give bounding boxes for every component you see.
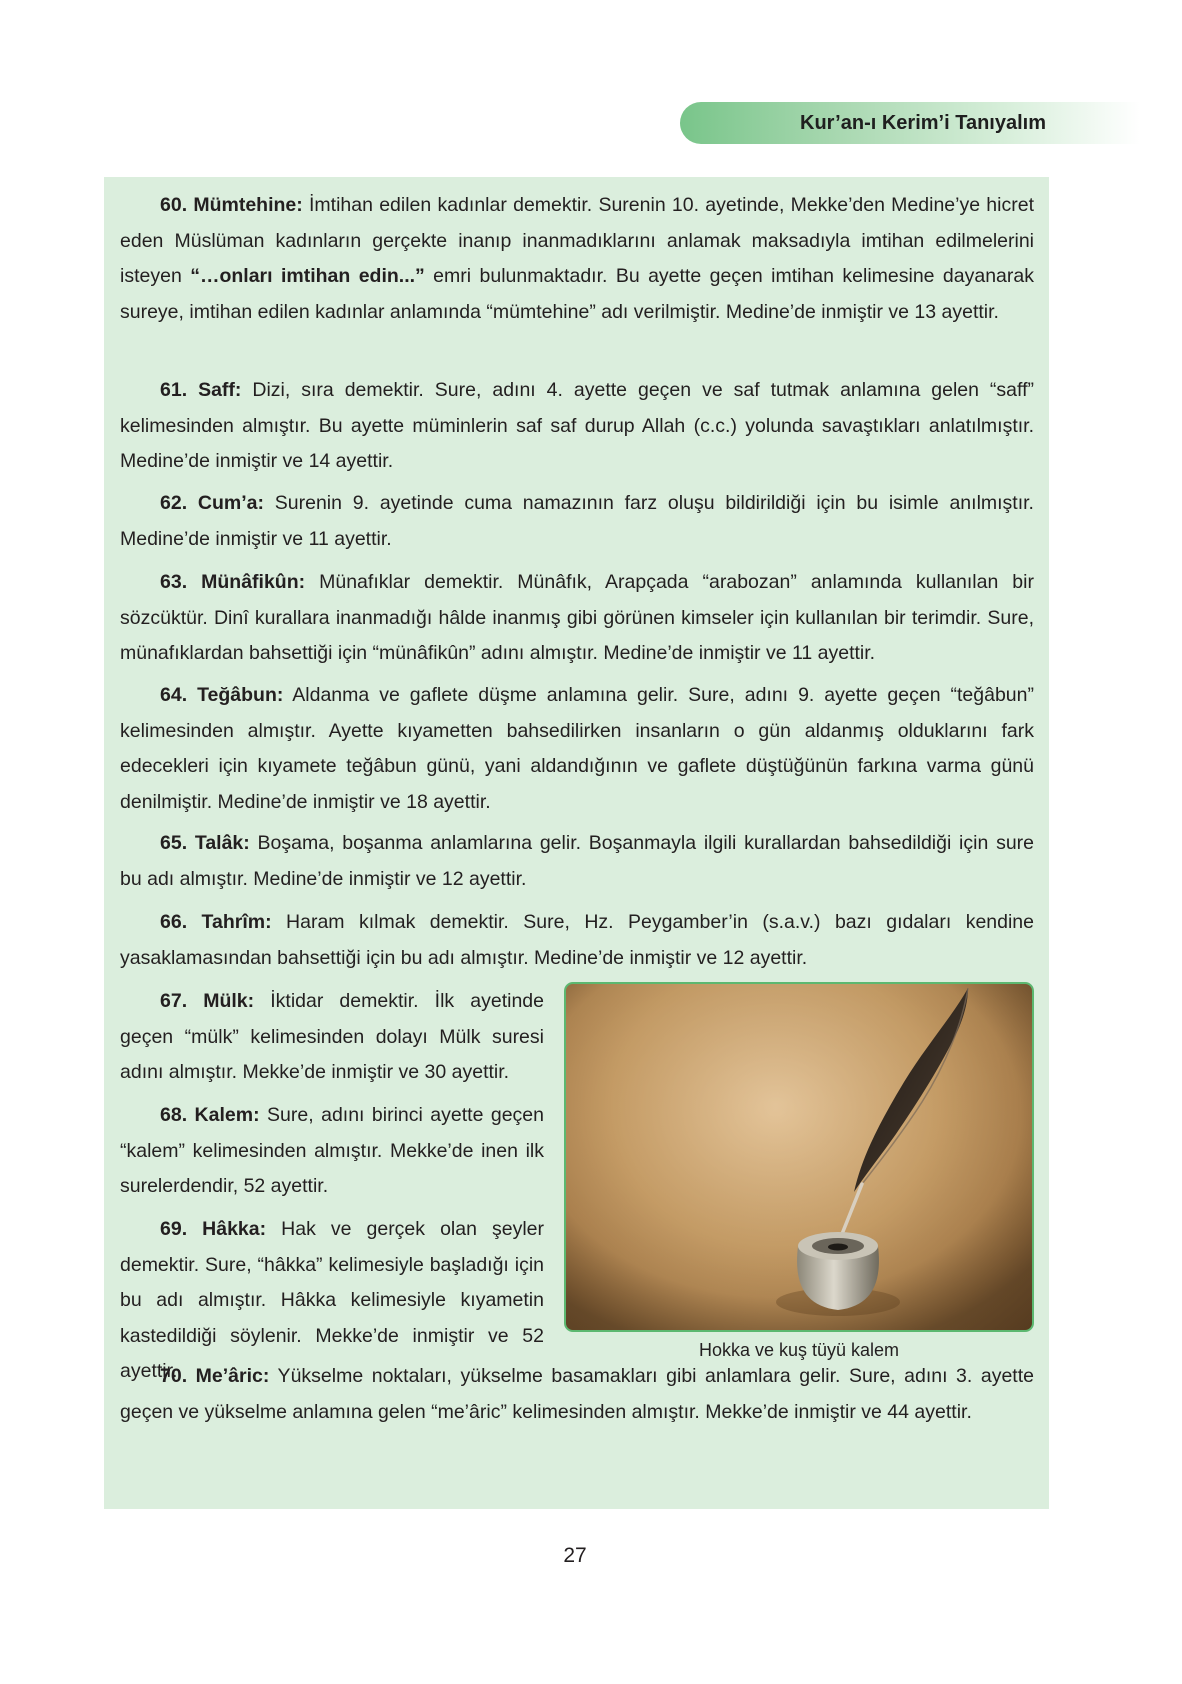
entry-text: Surenin 9. ayetinde cuma namazının farz oluşu bildirildiği için bu isimle anılmıştır. Medine’de inmiştir ve 11 ayettir.: [120, 492, 1034, 550]
entry-64: [120, 678, 1034, 820]
entry-60: [120, 188, 1034, 330]
entry-65: [120, 826, 1034, 897]
entry-text: Dizi, sıra demektir. Sure, adını 4. ayette geçen ve saf tutmak anlamına gelen “saff” kelimesinden almıştır. Bu ayette müminlerin saf saf durup Allah (c.c.) yolunda savaştıkları anlatılmıştır. Medine’de inmiştir ve 14 ayettir.: [120, 379, 1035, 472]
entry-61: [120, 373, 1034, 480]
entry-text: Sure, adını birinci ayette geçen “kalem” kelimesinden almıştır. Mekke’de inen ilk surelerdendir, 52 ayettir.: [120, 1104, 544, 1197]
entry-term: 64. Teğâbun:: [160, 684, 284, 706]
entry-term: 69. Hâkka:: [160, 1218, 267, 1240]
inkwell-quill-photo: [564, 982, 1034, 1332]
entry-term: 70. Me’âric:: [160, 1365, 270, 1387]
entry-text: İktidar demektir. İlk ayetinde geçen “mülk” kelimesinden dolayı Mülk suresi adını almıştır. Mekke’de inmiştir ve 30 ayettir.: [120, 990, 544, 1083]
entry-66: [120, 905, 1034, 976]
figure-caption: Hokka ve kuş tüyü kalem: [698, 1340, 900, 1360]
entry-term: 68. Kalem:: [160, 1104, 260, 1126]
entry-text: Hak ve gerçek olan şeyler demektir. Sure, “hâkka” kelimesiyle başladığı için bu adı almıştır. Hâkka kelimesiyle kıyametin kastedildiği söylenir. Mekke’de inmiştir ve 52 ayettir.: [120, 1218, 544, 1382]
entry-text: Yükselme noktaları, yükselme basamakları gibi anlamlara gelir. Sure, adını 3. ayette geçen ve yükselme anlamına gelen “me’âric” kelimesinden almıştır. Mekke’de inmiştir ve 44 ayettir.: [120, 1365, 1034, 1423]
entry-term: 63. Münâfikûn:: [160, 571, 306, 593]
entry-term: 67. Mülk:: [160, 990, 255, 1012]
entry-term: 65. Talâk:: [160, 832, 250, 854]
entry-68: [120, 1098, 544, 1205]
header-title: Kur’an-ı Kerim’i Tanıyalım: [800, 112, 1046, 134]
entry-term: 62. Cum’a:: [160, 492, 264, 514]
entry-text: Münafıklar demektir. Münâfık, Arapçada “arabozan” anlamında kullanılan bir sözcüktür. Dinî kurallara inanmadığı hâlde inanmış gibi görünen kimseler için kullanılan bir terimdir. Sure, münafıklardan bahsettiği için “münâfikûn” adını almıştır. Medine’de inmiştir ve 11 ayettir.: [120, 571, 1034, 664]
entry-text: Boşama, boşanma anlamlarına gelir. Boşanmayla ilgili kurallardan bahsedildiği için sure bu adı almıştır. Medine’de inmiştir ve 12 ayettir.: [120, 832, 1035, 890]
entry-67: [120, 984, 544, 1091]
entry-text: emri bulunmaktadır. Bu ayette geçen imtihan kelimesine dayanarak sureye, imtihan edilen kadınlar anlamında “mümtehine” adı verilmiştir. Medine’de inmiştir ve 13 ayettir.: [120, 265, 1034, 323]
entry-text: Haram kılmak demektir. Sure, Hz. Peygamber’in (s.a.v.) bazı gıdaları kendine yasaklamasından bahsettiği için bu adı almıştır. Medine’de inmiştir ve 12 ayettir.: [120, 911, 1035, 969]
entry-quote: “…onları imtihan edin...”: [190, 265, 425, 287]
entry-text: Aldanma ve gaflete düşme anlamına gelir. Sure, adını 9. ayette geçen “teğâbun” kelimesinden almıştır. Ayette kıyametten bahsedilirken insanların o gün aldanmış olduklarını fark edecekleri için kıyamete teğâbun günü, yani aldandığının ve gaflete düştüğünün farkına varma günü denilmiştir. Medine’de inmiştir ve 18 ayettir.: [120, 684, 1034, 813]
entry-63: [120, 565, 1034, 672]
entry-text: İmtihan edilen kadınlar demektir. Surenin 10. ayetinde, Mekke’den Medine’ye hicret eden Müslüman kadınların gerçekte inanıp inanmadıklarını anlamak maksadıyla imtihan edilmelerini isteyen: [120, 194, 1034, 287]
entry-term: 61. Saff:: [160, 379, 242, 401]
entry-term: 66. Tahrîm:: [160, 911, 272, 933]
inkwell-quill-image: [566, 984, 1032, 1330]
entry-62: [120, 486, 1034, 557]
page-number: 27: [563, 1544, 587, 1567]
entry-term: 60. Mümtehine:: [160, 194, 303, 216]
entry-70: [120, 1359, 1034, 1430]
